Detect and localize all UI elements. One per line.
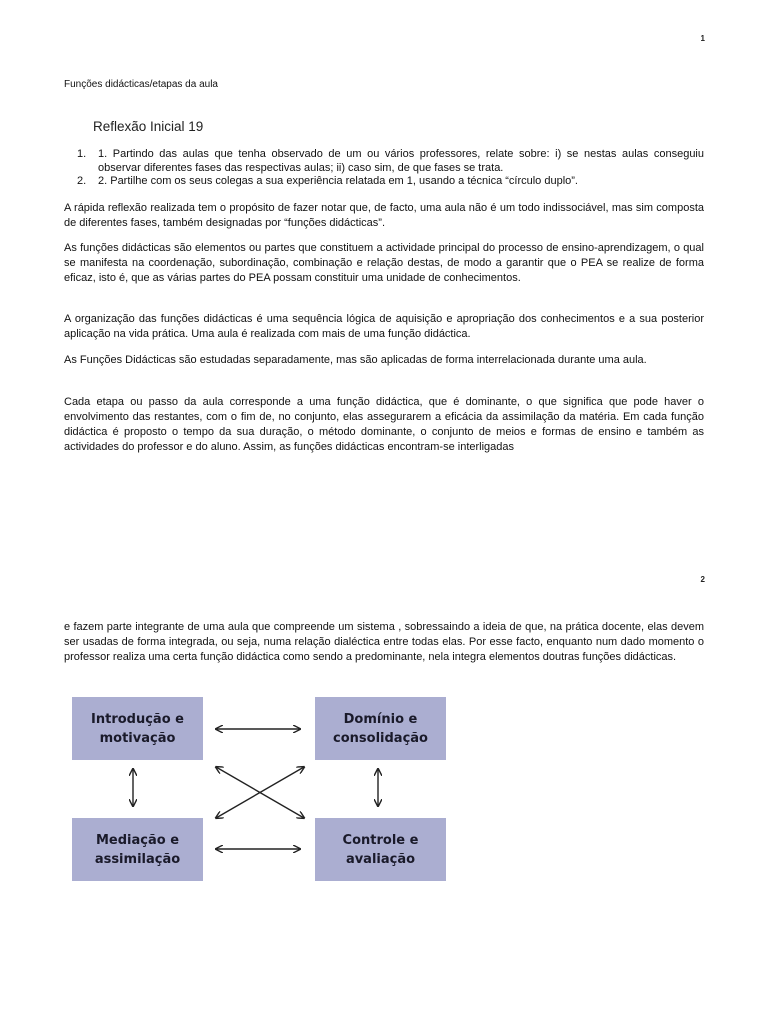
paragraph: As funções didácticas são elementos ou partes que constituem a actividade principal do processo de ensino-aprendizagem, o qual se manifesta na coordenação, subordinação, combinação e relação destas, de modo a garantir que o PEA se realize de forma eficaz, isto é, que as várias partes do PEA possam constituir uma unidade de conhecimentos. xyxy=(64,242,704,284)
paragraph: A organização das funções didácticas é uma sequência lógica de aquisição e apropriação dos conhecimentos e a sua posterior aplicação na vida prática. Uma aula é realizada com mais de uma função didáctica. xyxy=(64,313,704,340)
list-item-number: 1. xyxy=(77,148,87,160)
box-introducao-motivacao: Introdução e motivação xyxy=(72,697,203,760)
page-number: 1 xyxy=(700,34,705,43)
reflection-heading: Reflexão Inicial 19 xyxy=(93,119,204,134)
box-mediacao-assimilacao: Mediação e assimilação xyxy=(72,818,203,881)
box-dominio-consolidacao: Domínio e consolidação xyxy=(315,697,446,760)
paragraph: e fazem parte integrante de uma aula que compreende um sistema , sobressaindo a ideia de que, na prática docente, elas devem ser usadas de forma integrada, ou seja, numa relação dialéctica entre todas elas. Por esse facto, enquanto num dado momento o professor realiza uma certa função didáctica como sendo a predominante, nela integra elementos doutras funções didácticas. xyxy=(64,621,704,663)
paragraph: As Funções Didácticas são estudadas separadamente, mas são aplicadas de forma interrelacionada durante uma aula. xyxy=(64,354,647,366)
page-number: 2 xyxy=(700,575,705,584)
list-item-text: 1. Partindo das aulas que tenha observado de um ou vários professores, relate sobre: i) se nestas aulas conseguiu observar diferentes fases das respectivas aulas; ii) caso sim, de que fases se trata. xyxy=(98,148,704,174)
list-item-number: 2. xyxy=(77,175,87,187)
paragraph: A rápida reflexão realizada tem o propósito de fazer notar que, de facto, uma aula não é um todo indissociável, mas sim composta de diferentes fases, também designadas por “funções didácticas”. xyxy=(64,202,704,229)
list-item-text: 2. Partilhe com os seus colegas a sua experiência relatada em 1, usando a técnica “círculo duplo”. xyxy=(98,175,578,187)
section-title: Funções didácticas/etapas da aula xyxy=(64,79,218,90)
box-controle-avaliacao: Controle e avaliação xyxy=(315,818,446,881)
paragraph: Cada etapa ou passo da aula corresponde a uma função didáctica, que é dominante, o que significa que pode haver o envolvimento das restantes, com o fim de, no conjunto, elas assegurarem a eficácia da assimilação da matéria. Em cada função didáctica é proposto o tempo da sua duração, o método dominante, o conjunto de meios e formas de ensino e também as actividades do professor e do aluno. Assim, as funções didácticas encontram-se interligadas xyxy=(64,396,704,453)
